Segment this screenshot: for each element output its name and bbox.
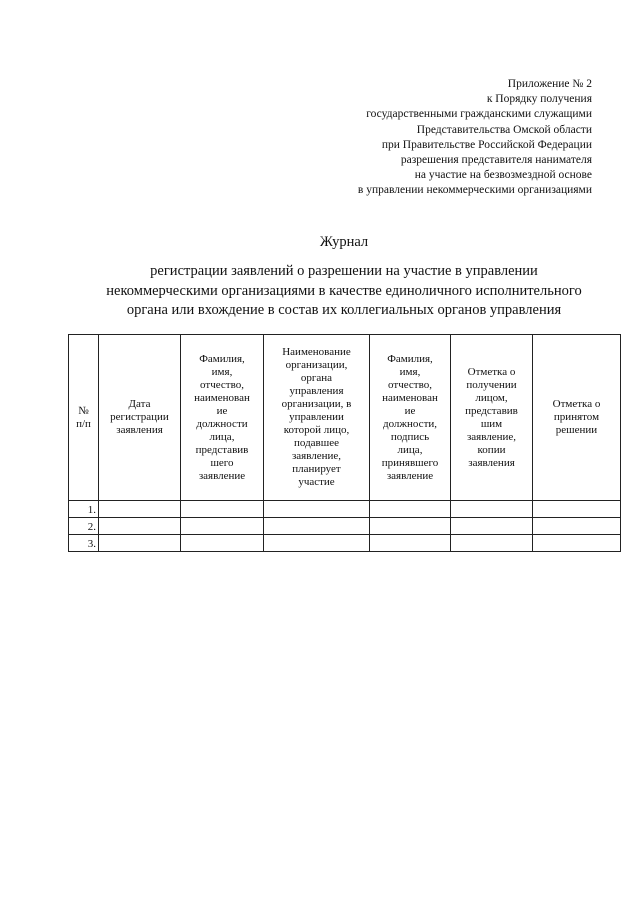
appendix-line: в управлении некоммерческими организациями	[357, 184, 592, 197]
table-cell	[451, 518, 533, 535]
journal-table	[68, 334, 621, 552]
header-line: Фамилия,	[199, 352, 245, 365]
header-line: заявление,	[291, 450, 342, 462]
table-cell	[181, 501, 264, 518]
row-number-cell: 3.	[69, 535, 99, 552]
table-cell	[533, 501, 621, 518]
appendix-line: при Правительстве Российской Федерации	[381, 138, 592, 151]
header-line: планирует	[292, 463, 341, 475]
header-line: представив	[465, 404, 518, 417]
header-line: принявшего	[381, 456, 439, 469]
table-cell	[264, 518, 370, 535]
header-line: организации,	[285, 359, 348, 371]
table-cell	[264, 535, 370, 552]
table-cell	[99, 535, 181, 552]
appendix-line: к Порядку получения	[486, 93, 592, 106]
table-cell	[181, 518, 264, 535]
header-line: органа	[300, 372, 333, 384]
header-line: должности	[196, 417, 248, 430]
header-line: лица,	[209, 430, 235, 443]
header-line: №	[78, 404, 89, 417]
table-cell	[99, 518, 181, 535]
appendix-line: на участие на безвозмездной основе	[414, 169, 592, 182]
header-line: шим	[480, 417, 503, 430]
header-line: подавшее	[294, 437, 339, 449]
header-line: копии	[477, 443, 506, 456]
header-line: которой лицо,	[283, 424, 350, 436]
table-cell	[181, 535, 264, 552]
header-line: управлении	[289, 411, 344, 423]
appendix-line: Представительства Омской области	[416, 123, 592, 136]
header-cell-applicant-name	[181, 335, 264, 501]
header-line: лицом,	[475, 391, 508, 404]
header-line: решении	[555, 424, 598, 436]
row-number-cell: 2.	[69, 518, 99, 535]
header-line: отчество,	[200, 378, 244, 391]
header-line: отчество,	[388, 378, 432, 391]
header-cell-decision-mark	[533, 335, 621, 501]
header-line: наименован	[382, 391, 438, 404]
table-row	[69, 535, 621, 552]
header-line: шего	[210, 456, 234, 469]
table-cell	[533, 535, 621, 552]
subtitle-line: органа или вхождение в состав их коллегиальных органов управления	[126, 302, 562, 318]
header-line: заявление	[386, 469, 434, 482]
header-line: управления	[289, 385, 344, 397]
header-line: Наименование	[282, 346, 351, 358]
subtitle-line: регистрации заявлений о разрешении на участие в управлении	[150, 263, 538, 279]
header-cell-registration-date	[99, 335, 181, 501]
table-cell	[370, 501, 451, 518]
header-line: Фамилия,	[387, 352, 433, 365]
appendix-block	[358, 77, 592, 199]
header-cell-organization-name	[264, 335, 370, 501]
header-line: ие	[404, 404, 416, 417]
header-line: заявления	[468, 456, 515, 469]
header-line: должности,	[382, 417, 438, 430]
header-line: организации, в	[281, 398, 352, 410]
header-line: регистрации	[110, 411, 169, 423]
subtitle-line: некоммерческими организациями в качестве единоличного исполнительного	[106, 282, 582, 299]
header-line: получении	[466, 378, 517, 391]
table-row	[69, 501, 621, 518]
header-line: участие	[298, 476, 335, 488]
document-title: Журнал	[319, 234, 369, 250]
table-row	[69, 518, 621, 535]
header-line: Отметка о	[552, 398, 601, 410]
header-line: п/п	[76, 417, 91, 430]
appendix-line: государственными гражданскими служащими	[366, 108, 592, 121]
header-line: подпись	[390, 430, 430, 443]
header-line: принятом	[553, 411, 600, 423]
appendix-line: Приложение № 2	[507, 78, 592, 90]
document-subtitle	[70, 262, 618, 321]
table-cell	[370, 518, 451, 535]
header-line: представив	[195, 443, 249, 456]
table-header-row	[69, 335, 621, 501]
row-number-cell: 1.	[69, 501, 99, 518]
header-line: наименован	[194, 391, 250, 404]
header-cell-copy-receipt-mark	[451, 335, 533, 501]
header-line: имя,	[211, 365, 233, 378]
table-cell	[451, 535, 533, 552]
header-line: заявление	[198, 469, 246, 482]
table-cell	[264, 501, 370, 518]
appendix-line: разрешения представителя нанимателя	[400, 154, 592, 167]
table-cell	[451, 501, 533, 518]
header-line: лица,	[397, 443, 423, 456]
table-cell	[533, 518, 621, 535]
header-line: заявление,	[466, 430, 517, 443]
table-cell	[99, 501, 181, 518]
header-line: имя,	[399, 365, 421, 378]
header-line: заявления	[116, 424, 163, 436]
table-cell	[370, 535, 451, 552]
header-line: Отметка о	[467, 365, 516, 378]
header-line: ие	[216, 404, 228, 417]
header-cell-number	[69, 335, 99, 501]
header-line: Дата	[128, 398, 151, 410]
header-cell-receiver-name	[370, 335, 451, 501]
